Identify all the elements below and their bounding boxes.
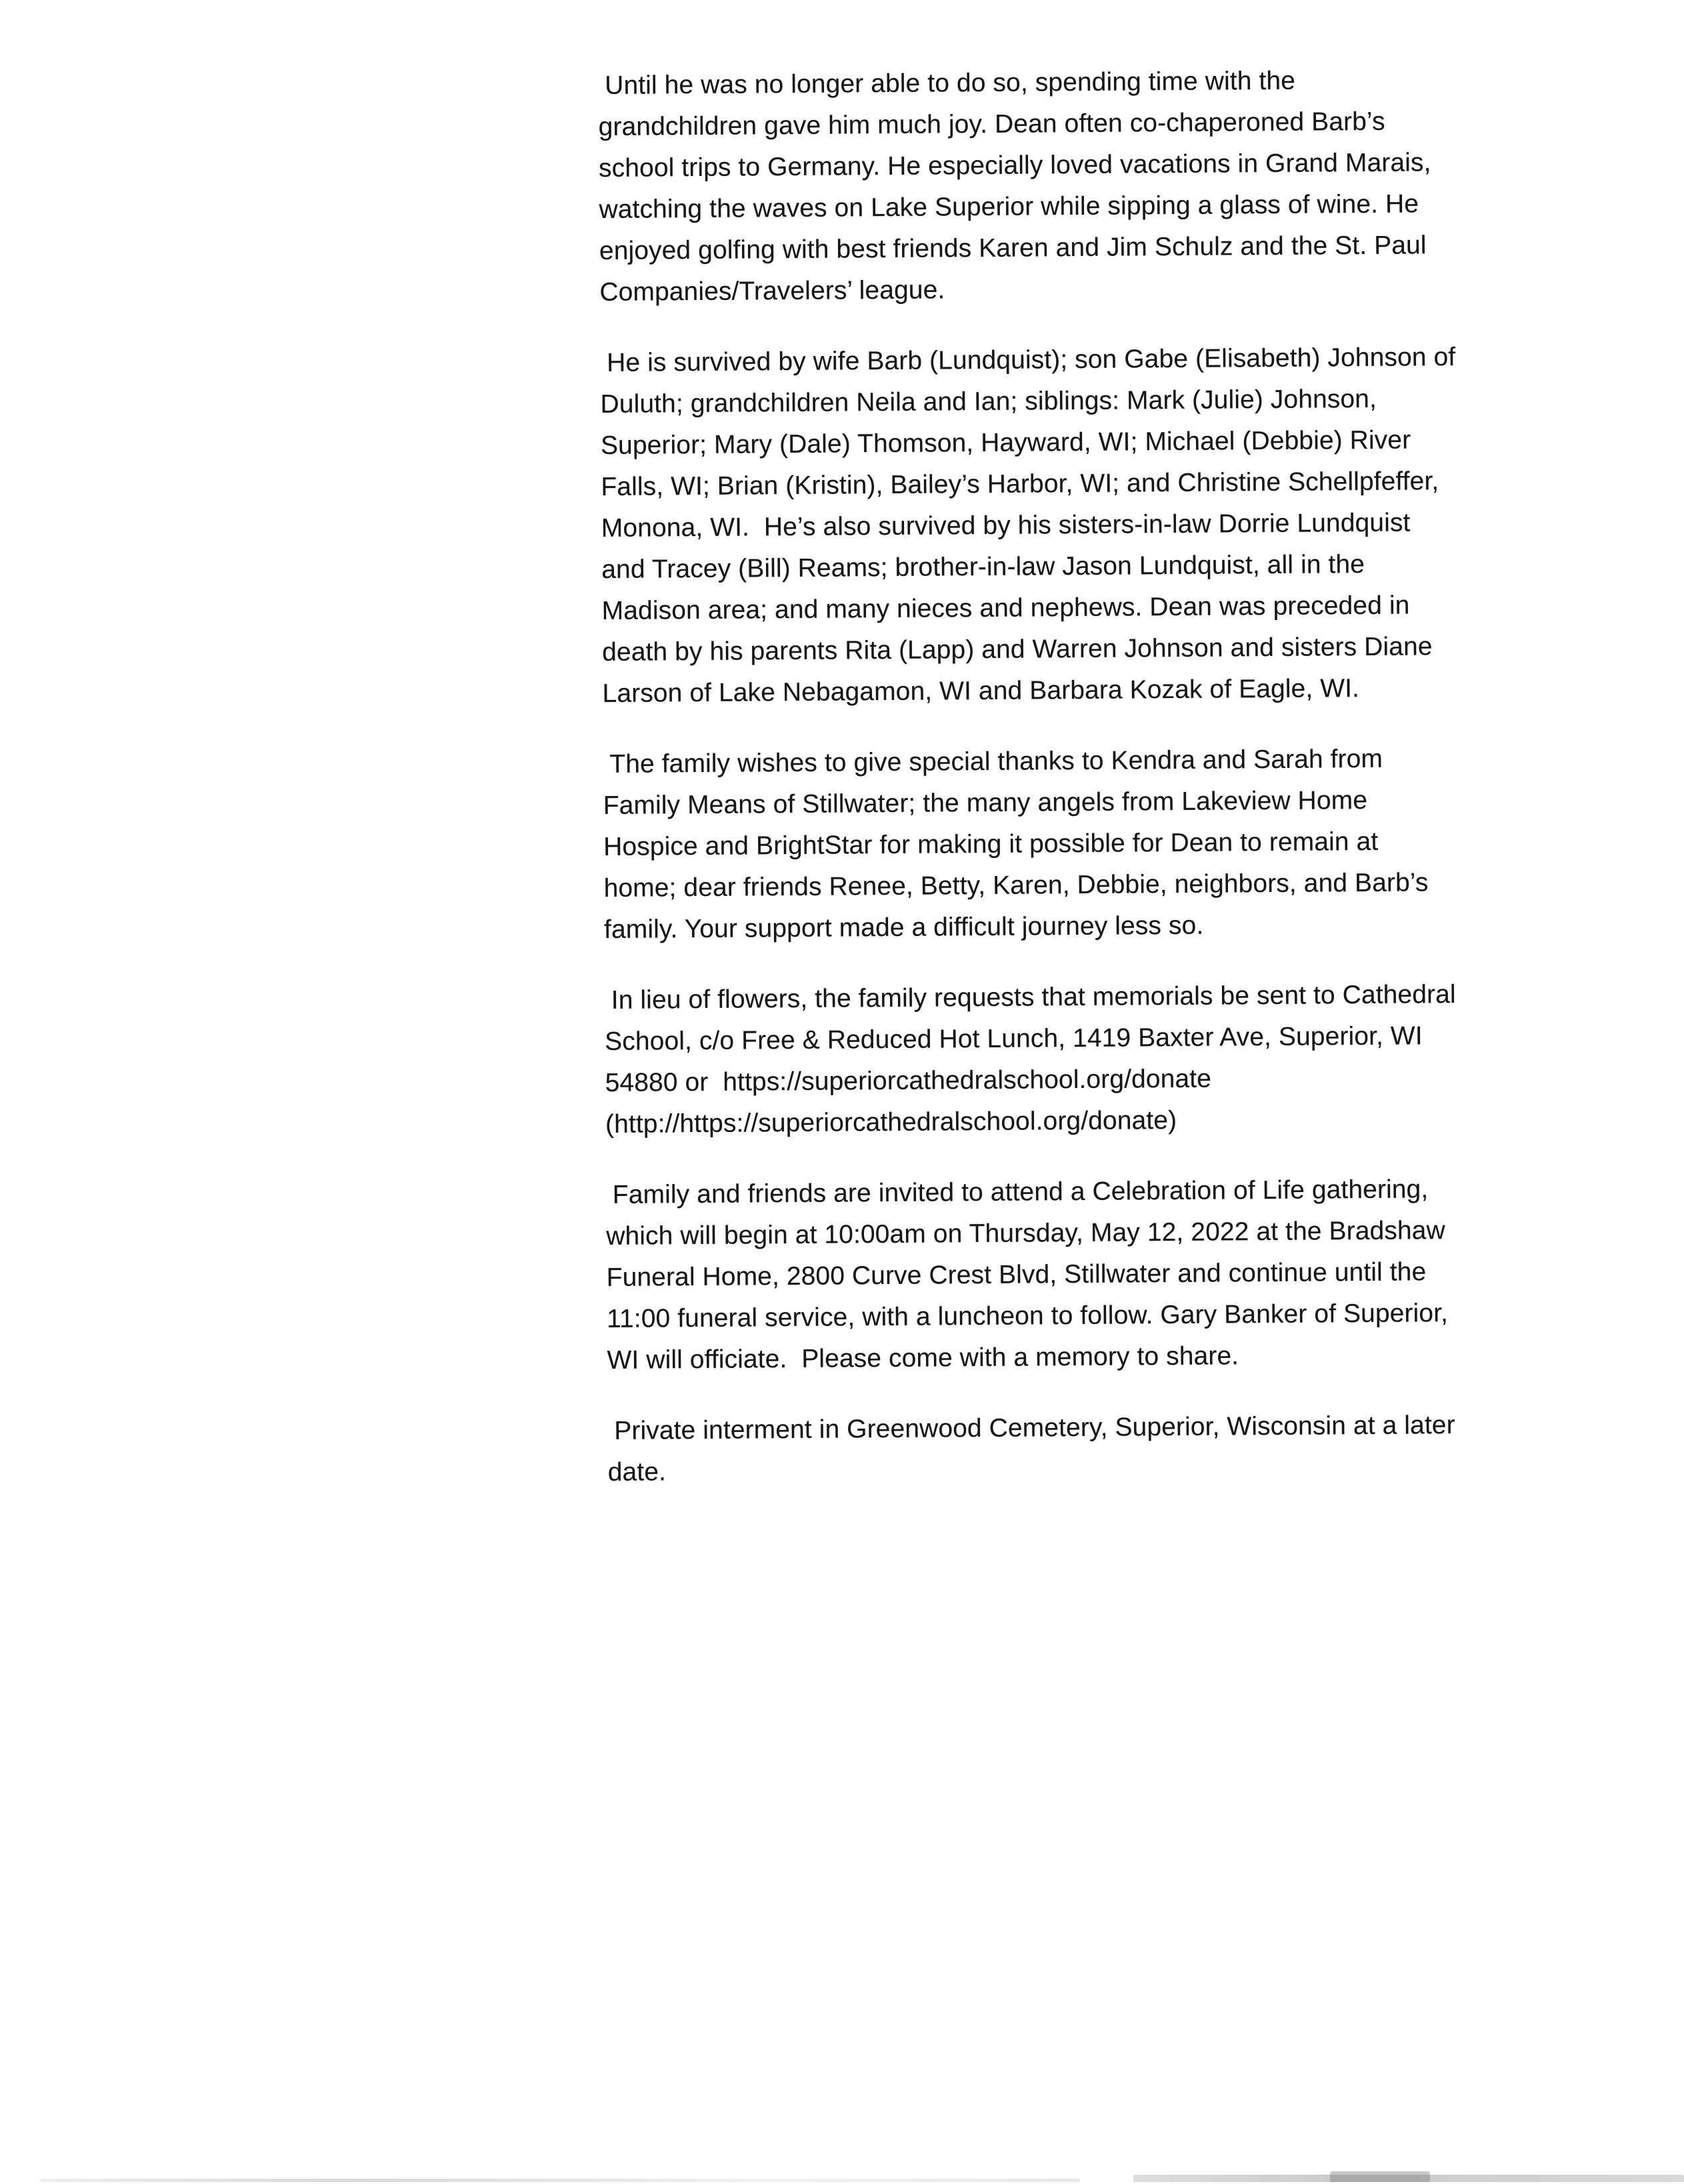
- paragraph-survived-by: He is survived by wife Barb (Lundquist); son Gabe (Elisabeth) Johnson of Duluth; grandchildren Neila and Ian; siblings: Mark (Julie) Johnson, Superior; Mary (Dale) Thomson, Hayward, WI; Michael (Debbie) River Falls, WI; Brian (Kristin), Bailey’s Harbor, WI; and Christine Schellpfeffer, Monona, WI. He’s also survived by his sisters-in-law Dorrie Lundquist and Tracey (Bill) Reams; brother-in-law Jason Lundquist, all in the Madison area; and many nieces and nephews. Dean was preceded in death by his parents Rita (Lapp) and Warren Johnson and sisters Diane Larson of Lake Nebagamon, WI and Barbara Kozak of Eagle, WI.: [600, 343, 1456, 708]
- paragraph-special-thanks: The family wishes to give special thanks to Kendra and Sarah from Family Means of Stillwater; the many angels from Lakeview Home Hospice and BrightStar for making it possible for Dean to remain at home; dear friends Renee, Betty, Karen, Debbie, neighbors, and Barb’s family. Your support made a difficult journey less so.: [603, 744, 1429, 944]
- scan-artifact-bottom-left: [40, 2179, 1080, 2182]
- paragraph-family-life: Until he was no longer able to do so, spending time with the grandchildren gave him much joy. Dean often co-chaperoned Barb’s school trips to Germany. He especially loved vacations in Grand Marais, watching the waves on Lake Superior while sipping a glass of wine. He enjoyed golfing with best friends Karen and Jim Schulz and the St. Paul Companies/Travelers’ league.: [598, 66, 1431, 307]
- obituary-text-block: [598, 58, 1648, 1493]
- scan-artifact-bottom-right: [1133, 2175, 1684, 2182]
- paragraph-memorials: In lieu of flowers, the family requests that memorials be sent to Cathedral School, c/o Free & Reduced Hot Lunch, 1419 Baxter Ave, Superior, WI 54880 or https://superiorcathedralschool.org/donate (http://https://superiorcathedralschool.org/donate): [605, 980, 1456, 1139]
- paragraph-celebration-of-life: Family and friends are invited to attend a Celebration of Life gathering, which will begin at 10:00am on Thursday, May 12, 2022 at the Bradshaw Funeral Home, 2800 Curve Crest Blvd, Stillwater and continue until the 11:00 funeral service, with a luncheon to follow. Gary Banker of Superior, WI will officiate. Please come with a memory to share.: [606, 1175, 1449, 1375]
- scan-artifact-bottom-blob: [1330, 2171, 1430, 2182]
- paragraph-interment: Private interment in Greenwood Cemetery, Superior, Wisconsin at a later date.: [607, 1411, 1455, 1487]
